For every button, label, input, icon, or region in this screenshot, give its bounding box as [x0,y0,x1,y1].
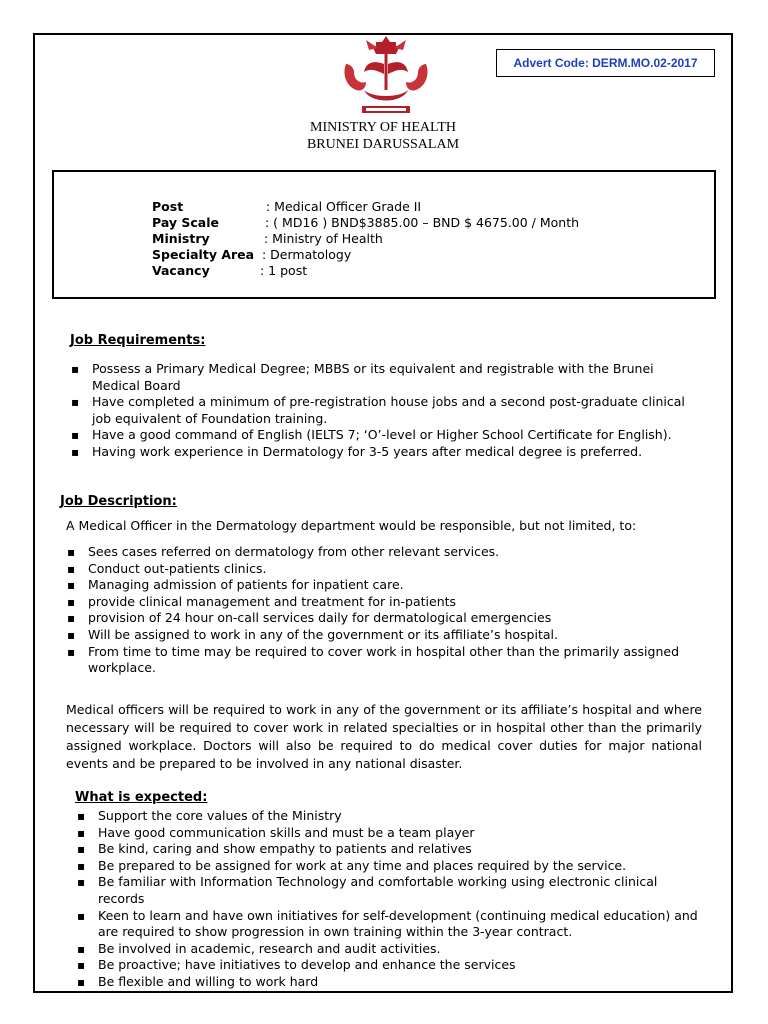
country-title: BRUNEI DARUSSALAM [306,137,460,152]
job-description-intro: A Medical Officer in the Dermatology department would be responsible, but not limited, to: [66,518,637,533]
list-item: ▪ Be familiar with Information Technology and comfortable working using electronic clinical records [76,874,702,907]
list-item: ▪ Be kind, caring and show empathy to patients and relatives [76,841,702,858]
pay-scale-label: Pay Scale [152,215,219,230]
vacancy-label: Vacancy [152,263,210,278]
what-is-expected-list [76,808,702,991]
list-item: ▪ provide clinical management and treatment for in-patients [66,594,702,611]
advert-code-box: Advert Code: DERM.MO.02-2017 [496,49,715,77]
job-requirements-heading: Job Requirements: [70,333,206,348]
list-item: ▪ Having work experience in Dermatology for 3-5 years after medical degree is preferred. [70,444,692,461]
list-item: ▪ Support the core values of the Ministry [76,808,702,825]
list-item: ▪ Be flexible and willing to work hard [76,974,702,991]
list-item: ▪ From time to time may be required to cover work in hospital other than the primarily assigned workplace. [66,644,702,677]
list-item: ▪ Conduct out-patients clinics. [66,561,702,578]
list-item: ▪ Have good communication skills and must be a team player [76,825,702,842]
job-description-list [66,544,702,677]
list-item: ▪ Keen to learn and have own initiatives for self-development (continuing medical education) and are required to show progression in own training within the 3-year contract. [76,908,702,941]
list-item: ▪ Have a good command of English (IELTS 7; ‘O’-level or Higher School Certificate for English). [70,427,692,444]
list-item: ▪ Be proactive; have initiatives to develop and enhance the services [76,957,702,974]
brunei-crest-icon [336,34,436,116]
vacancy-value: : 1 post [260,263,308,278]
specialty-value: : Dermatology [262,247,352,262]
post-value: : Medical Officer Grade II [266,199,422,214]
pay-scale-value: : ( MD16 ) BND$3885.00 – BND $ 4675.00 / Month [265,215,580,230]
what-is-expected-heading: What is expected: [75,790,208,805]
list-item: ▪ Managing admission of patients for inpatient care. [66,577,702,594]
medical-officers-paragraph: Medical officers will be required to work in any of the government or its affiliate’s hospital and where necessary will be required to cover work in related specialties or in hospital other than the primarily assigned workplace. Doctors will also be required to do medical cover duties for major national events and be prepared to be involved in any national disaster. [66,702,702,771]
post-label: Post [152,199,184,214]
list-item: ▪ Be prepared to be assigned for work at any time and places required by the service. [76,858,702,875]
ministry-title: MINISTRY OF HEALTH [310,120,456,135]
list-item: ▪ Have completed a minimum of pre-registration house jobs and a second post-graduate clinical job equivalent of Foundation training. [70,394,692,427]
list-item: ▪ Will be assigned to work in any of the government or its affiliate’s hospital. [66,627,702,644]
ministry-label: Ministry [152,231,210,246]
list-item: ▪ Possess a Primary Medical Degree; MBBS or its equivalent and registrable with the Brunei Medical Board [70,361,692,394]
specialty-label: Specialty Area [152,247,255,262]
list-item: ▪ Sees cases referred on dermatology from other relevant services. [66,544,702,561]
job-description-heading: Job Description: [60,494,177,509]
list-item: ▪ provision of 24 hour on-call services daily for dermatological emergencies [66,610,702,627]
ministry-value: : Ministry of Health [264,231,383,246]
job-requirements-list [70,361,692,461]
list-item: ▪ Be involved in academic, research and audit activities. [76,941,702,958]
